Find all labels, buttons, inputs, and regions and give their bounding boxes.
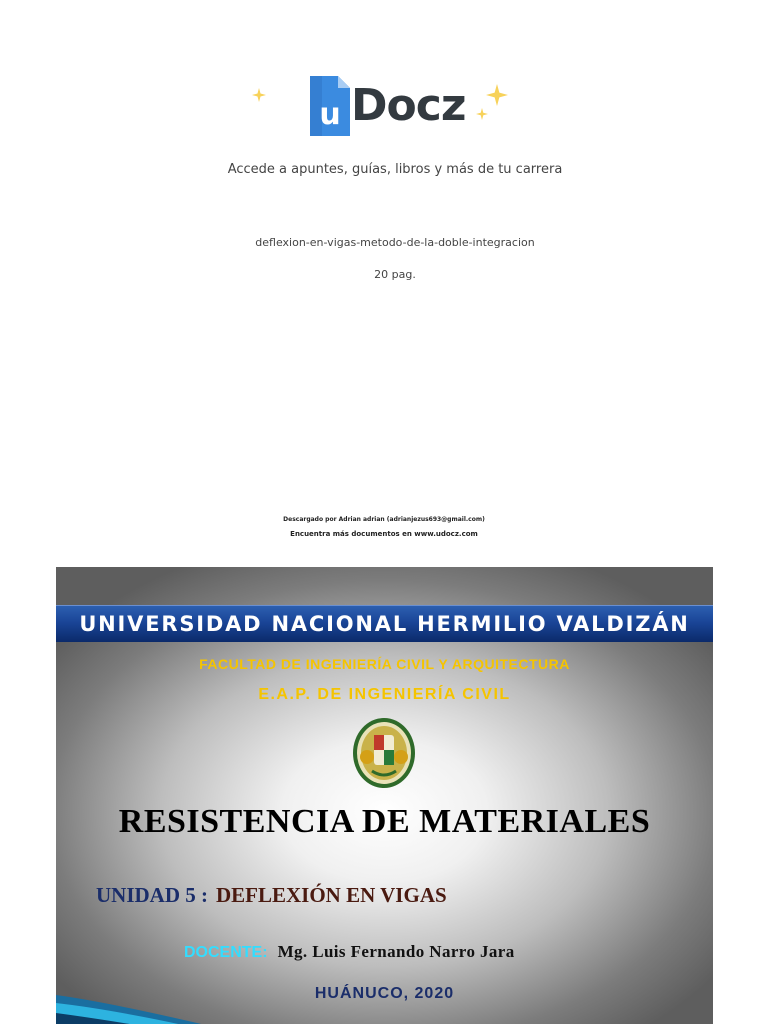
sparkle-icon (476, 108, 488, 120)
docente-line (184, 942, 515, 962)
unit-title: DEFLEXIÓN EN VIGAS (216, 883, 447, 907)
downloaded-by-text: Descargado por Adrian adrian (adrianjezus693@gmail.com) (283, 516, 485, 523)
school-title: E.A.P. DE INGENIERÍA CIVIL (258, 686, 511, 703)
sparkle-icon (486, 84, 508, 106)
faculty-title: FACULTAD DE INGENIERÍA CIVIL Y ARQUITECTURA (199, 656, 570, 672)
document-icon (308, 74, 352, 138)
decorative-wave (56, 977, 256, 1024)
udocz-logo[interactable] (306, 72, 466, 138)
course-title: RESISTENCIA DE MATERIALES (118, 803, 651, 840)
university-band (56, 605, 713, 642)
logo-wordmark: Docz (351, 80, 466, 131)
logo-letter: u (319, 97, 341, 132)
find-more-link[interactable]: Encuentra más documentos en www.udocz.com (290, 530, 478, 538)
sparkle-icon (252, 88, 266, 102)
university-title: UNIVERSIDAD NACIONAL HERMILIO VALDIZÁN (79, 612, 690, 636)
place-date: HUÁNUCO, 2020 (314, 985, 455, 1002)
unit-heading (96, 883, 447, 908)
page-count: 20 pag. (374, 268, 416, 281)
slide-cover (56, 567, 713, 1024)
document-name: deflexion-en-vigas-metodo-de-la-doble-integracion (255, 236, 535, 249)
docente-name: Mg. Luis Fernando Narro Jara (277, 942, 515, 961)
university-seal-icon (352, 717, 416, 789)
docente-label: DOCENTE: (184, 944, 268, 961)
unit-label: UNIDAD 5 : (96, 883, 208, 907)
tagline: Accede a apuntes, guías, libros y más de tu carrera (227, 162, 563, 177)
